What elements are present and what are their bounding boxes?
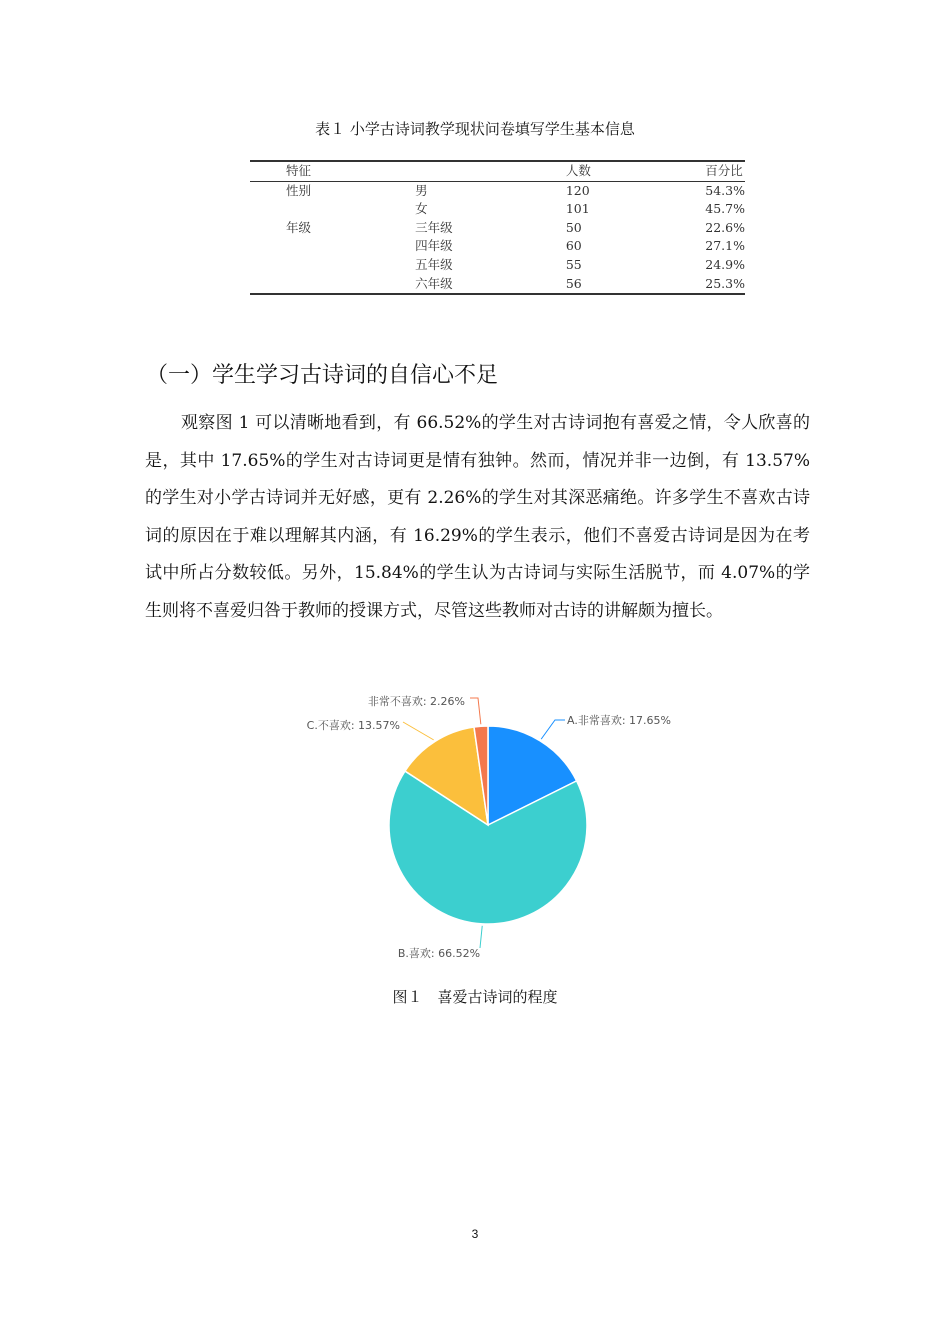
table-header-row: [250, 161, 745, 181]
table-cell: 45.7%: [705, 201, 745, 217]
table-cell: [250, 237, 379, 256]
table-cell: 56: [565, 275, 582, 291]
table-cell: 四年级: [415, 238, 453, 254]
page-number: 3: [471, 1227, 479, 1241]
table-row: [250, 219, 745, 238]
table-cell: 年级: [286, 219, 312, 235]
table-cell: 54.3%: [705, 182, 745, 198]
body-paragraph: 观察图 1 可以清晰地看到，有 66.52%的学生对古诗词抱有喜爱之情，令人欣喜的是，其中 17.65%的学生对古诗词更是情有独钟。然而，情况并非一边倒，有 13.57%的学生对小学古诗词并无好感，更有 2.26%的学生对其深恶痛绝。许多学生不喜欢古诗词的原因在于难以理解其内涵，有 16.29%的学生表示，他们不喜爱古诗词是因为在考试中所占分数较低。另外，15.84%的学生认为古诗词与实际生活脱节，而 4.07%的学生则将不喜爱归咎于教师的授课方式，尽管这些教师对古诗的讲解颇为擅长。: [145, 413, 810, 621]
table-cell: [250, 256, 379, 275]
table-cell: 25.3%: [705, 275, 745, 291]
table-cell: 男: [415, 182, 428, 198]
table-cell: 性别: [286, 182, 312, 198]
table-row: [250, 181, 745, 200]
header-blank: [379, 161, 530, 181]
pie-chart: [295, 670, 695, 970]
section-heading: （一）学生学习古诗词的自信心不足: [146, 363, 499, 388]
pie-slice-label: A.非常喜欢: 17.65%: [567, 714, 671, 727]
pie-slice-label: 非常不喜欢: 2.26%: [367, 695, 465, 708]
table-cell: 27.1%: [705, 238, 745, 254]
table-cell: [250, 275, 379, 295]
table-cell: 120: [565, 182, 590, 198]
table-cell: 50: [565, 219, 582, 235]
header-count: 人数: [565, 163, 591, 178]
header-feature: 特征: [286, 163, 312, 178]
table-cell: 55: [565, 256, 582, 272]
pie-leader-line: [480, 926, 482, 948]
table-cell: 三年级: [415, 219, 453, 235]
table-caption: 表１ 小学古诗词教学现状问卷填写学生基本信息: [315, 120, 635, 138]
header-percent: 百分比: [705, 163, 743, 178]
table-cell: [250, 200, 379, 219]
table-row: [250, 200, 745, 219]
table-cell: 24.9%: [705, 256, 745, 272]
pie-slice-label: B.喜欢: 66.52%: [397, 947, 481, 960]
table-cell: 101: [565, 201, 590, 217]
table-cell: 五年级: [415, 256, 453, 272]
table-cell: 六年级: [415, 275, 453, 291]
table-row: [250, 256, 745, 275]
student-info-table: [250, 160, 745, 295]
table-cell: 女: [415, 201, 428, 217]
table-cell: 60: [565, 238, 582, 254]
pie-leader-line: [470, 698, 481, 724]
table-row: [250, 237, 745, 256]
figure-caption: 图１ 喜爱古诗词的程度: [392, 988, 558, 1006]
pie-leader-line: [403, 722, 434, 740]
table-cell: 22.6%: [705, 219, 745, 235]
pie-leader-line: [541, 720, 565, 739]
table-row: [250, 275, 745, 295]
pie-slice-label: C.不喜欢: 13.57%: [306, 719, 400, 732]
